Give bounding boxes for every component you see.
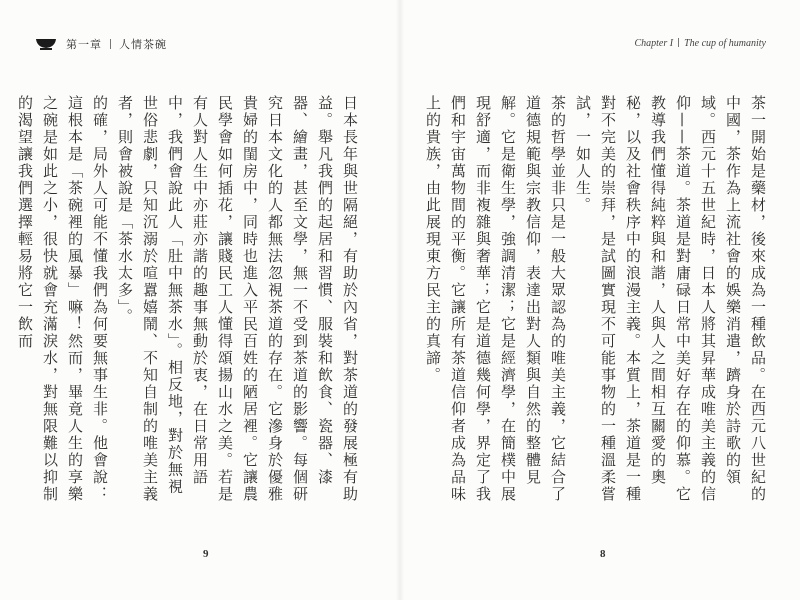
left-body-text [16,95,362,505]
paragraph: 的確，局外人可能不懂我們為何要無事生非。他會說：這根本是「茶碗裡的風暴」嘛！然而，畢竟人生的享樂之碗是如此之小，很快就會充滿淚水，對無限難以抑制的渴望讓我們選擇輕易將它一飲而 [16,95,109,503]
chapter-title: The cup of humanity [684,38,766,49]
teacup-icon [34,37,60,51]
chapter-label: Chapter I [634,38,674,49]
running-head-right [634,38,766,49]
head-divider [678,38,679,47]
chapter-title: 人情茶碗 [119,38,167,51]
chapter-label: 第一章 [66,38,102,51]
running-head-left [34,36,167,52]
page-number-right: 8 [600,548,606,560]
right-page [400,0,800,600]
paragraph: 茶的哲學並非只是一般大眾認為的唯美主義，它結合了道德規範與宗教信仰，表達出對人類與自然的整體見解。它是衛生學，強調清潔；它是經濟學，在簡樸中展現舒適，而非複雜與奢華；它是道德幾何學，界定了我們和宇宙萬物間的平衡。它讓所有茶道信仰者成為品味上的貴族，由此展現東方民主的真諦。 [424,95,567,503]
paragraph: 茶一開始是藥材，後來成為一種飲品。在西元八世紀的中國，茶作為上流社會的娛樂消遣，躋身於詩歌的領域。西元十五世紀時，日本人將其昇華成唯美主義的信仰——茶道。茶道是對庸碌日常中美好存在的仰慕。它教導我們懂得純粹與和諧，人與人之間相互關愛的奧秘，以及社會秩序中的浪漫主義。本質上，茶道是一種對不完美的崇拜，是試圖實現不可能事物的一種溫柔嘗試，一如人生。 [574,95,767,503]
paragraph: 日本長年與世隔絕，有助於內省，對茶道的發展極有助益。舉凡我們的起居和習慣、服裝和飲食、瓷器、漆器、繪畫，甚至文學，無一不受到茶道的影響。每個研究日本文化的人都無法忽視茶道的存在。它滲身於優雅貴婦的閨房中，同時也進入平民百姓的陋居裡。它讓農民學會如何插花，讓賤民工人懂得頌揚山水之美。若是有人對人生中亦莊亦諧的趣事無動於衷，在日常用語中，我們會說此人「肚中無茶水」。相反地，對於無視世俗悲劇，只知沉溺於喧囂嬉鬧、不知自制的唯美主義者，則會被說是「茶水太多」。 [116,95,359,503]
right-body-text [424,95,770,505]
head-divider [110,39,111,49]
page-number-left: 9 [203,548,209,560]
